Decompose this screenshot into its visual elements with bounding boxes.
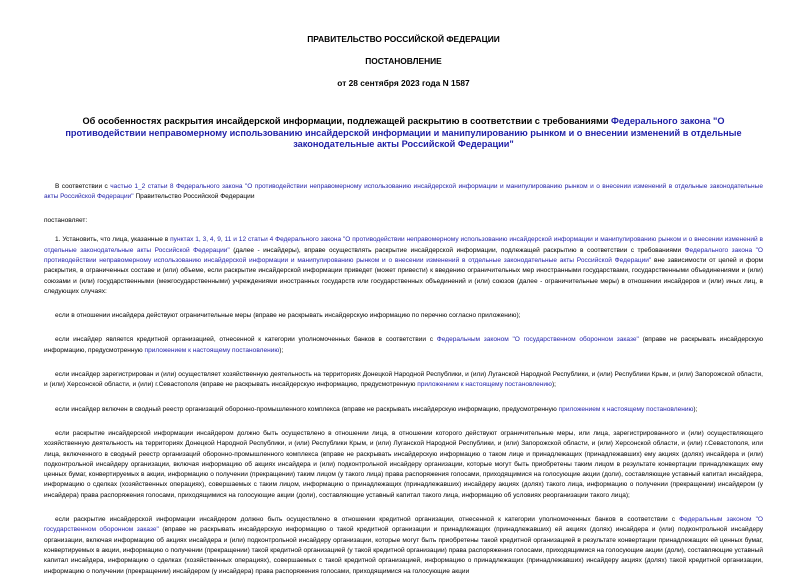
item1-text-3: вне зависимости от целей и форм раскрытия, в ограниченных составе и (или) объеме, если раскрытие инсайдерской информации приведет (может привести) к введению ограничительных мер иностранными государствами, государственными объединениями и (или) союзами и (или) государственными (межгосударственными) учреждениями иностранных государств или государственных объединений и (или) союзов (далее - ограничительные меры) в отношении инсайдеров и (или) иных лиц, в следующих случаях: xyxy=(44,256,764,295)
item1-text-2: (далее - инсайдеры), вправе осуществлять раскрытие инсайдерской информации, подлежащей раскрытию в соответствии с требованиями xyxy=(229,246,685,254)
case-4-paragraph xyxy=(44,405,763,415)
case2-law-link[interactable]: Федеральным законом "О государственном оборонном заказе" xyxy=(436,336,639,344)
case2-text-2: (вправе не раскрывать инсайдерскую информацию, предусмотренную xyxy=(44,336,764,354)
government-heading: ПРАВИТЕЛЬСТВО РОССИЙСКОЙ ФЕДЕРАЦИИ xyxy=(307,34,500,44)
case2-text-1: если инсайдер является кредитной организацией, отнесенной к категории уполномоченных банков в соответствии с xyxy=(55,336,437,344)
item-1-paragraph xyxy=(44,235,763,297)
document-type: ПОСТАНОВЛЕНИЕ xyxy=(365,56,442,66)
item1-law-link-1[interactable]: пунктах 1, 3, 4, 9, 11 и 12 статьи 4 Федерального закона "О противодействии неправомерному использованию инсайдерской информации и манипулированию рынком и о внесении изменений в отдельные законодательные акты Российской Федерации" xyxy=(44,236,764,254)
case2-text-3: ); xyxy=(279,346,284,354)
preamble-paragraph xyxy=(44,182,763,203)
case3-text-1: если инсайдер зарегистрирован и (или) осуществляет хозяйственную деятельность на территориях Донецкой Народной Республики, и (или) Луганской Народной Республики, и (или) Республики Крым, и (или) Запорожской области, и (или) Херсонской области, и (или) г.Севастополя (вправе не раскрывать инсайдерскую информацию, предусмотренную xyxy=(44,371,763,389)
item1-text-1: 1. Установить, что лица, указанные в xyxy=(55,236,171,244)
case3-appendix-link[interactable]: приложением к настоящему постановлению xyxy=(417,381,552,389)
case4-appendix-link[interactable]: приложением к настоящему постановлению xyxy=(558,405,694,413)
case2-appendix-link[interactable]: приложением к настоящему постановлению xyxy=(144,346,280,354)
document-title xyxy=(50,116,757,151)
decree-word: постановляет: xyxy=(44,217,88,225)
title-law-link[interactable]: Федерального закона "О противодействии неправомерному использованию инсайдерской информации и манипулированию рынком и о внесении изменений в отдельные законодательные акты Российской Федерации" xyxy=(65,116,742,149)
case4-text-2: ); xyxy=(693,405,698,413)
case4-text-1: если инсайдер включен в сводный реестр организаций оборонно-промышленного комплекса (вправе не раскрывать инсайдерскую информацию, предусмотренную xyxy=(55,405,559,413)
case-3-paragraph xyxy=(44,370,763,391)
case6-law-link[interactable]: Федеральным законом "О государственном оборонном заказе" xyxy=(44,516,763,534)
title-text: Об особенностях раскрытия инсайдерской информации, подлежащей раскрытию в соответствии с требованиями xyxy=(82,116,612,126)
case-2-paragraph xyxy=(44,335,763,356)
case-1-paragraph: если в отношении инсайдера действуют ограничительные меры (вправе не раскрывать инсайдерскую информацию по перечню согласно приложению); xyxy=(55,312,521,320)
preamble-text-1: В соответствии с xyxy=(55,182,111,190)
case6-text-2: (вправе не раскрывать инсайдерскую информацию о такой кредитной организации и принадлежащих (принадлежавших) ей акциях (долях) инсайдера и (или) подконтрольной инсайдеру организации, включая информацию об акциях инсайдера и (или) подконтрольной инсайдеру организации, которые могут быть приобретены такой кредитной организацией в результате конвертации принадлежащих ей ценных бумаг, конвертируемых в акции, информацию о получении (прекращении) такой кредитной организацией (у такой кредитной организации) права распоряжения голосами, приходящимися на голосующие акции (доли), составляющие уставный капитал инсайдера, информацию о сделках (хозяйственных операциях), совершаемых с такой кредитной организацией, информацию о принадлежащих (принадлежавших) инсайдеру акциях (долях) такой кредитной организации, информацию о получении (прекращении) инсайдером (у инсайдера) права распоряжения голосами, приходящимися на голосующие акции xyxy=(44,526,763,575)
case-6-paragraph xyxy=(44,515,763,577)
item1-law-link-2[interactable]: Федерального закона "О противодействии неправомерному использованию инсайдерской информации и манипулированию рынком и о внесении изменений в отдельные законодательные акты Российской Федерации" xyxy=(44,246,763,264)
preamble-law-link[interactable]: частью 1_2 статьи 8 Федерального закона "О противодействии неправомерному использованию инсайдерской информации и манипулированию рынком и о внесении изменений в отдельные законодательные акты Российской Федерации" xyxy=(44,182,763,200)
document-date-number: от 28 сентября 2023 года N 1587 xyxy=(337,78,470,88)
preamble-text-2: Правительство Российской Федерации xyxy=(133,192,255,200)
case3-text-2: ); xyxy=(551,381,556,389)
case-5-paragraph: если раскрытие инсайдерской информации инсайдером должно быть осуществлено в отношении лица, в отношении которого действуют ограничительные меры, или лица, зарегистрированного и (или) осуществляющего хозяйственную деятельность на территориях Донецкой Народной Республики, и (или) Республики Крым, и (или) Луганской Народной Республики, и (или) Запорожской области, и (или) Херсонской области, и (или) г.Севастополя, или лица, включенного в сводный реестр организаций оборонно-промышленного комплекса (вправе не раскрывать инсайдерскую информацию о таком лице и принадлежащих (принадлежавших) ему акциях (долях) инсайдера и (или) подконтрольной инсайдеру организации, включая информацию об акциях инсайдера и (или) подконтрольной инсайдеру организации, которые могут быть приобретены таким лицом в результате конвертации принадлежащих ему ценных бумаг, конвертируемых в акции, информацию о получении (прекращении) таким лицом (у такого лица) права распоряжения голосами, приходящимися на голосующие акции (доли), составляющие уставный капитал инсайдера, информацию о сделках (хозяйственных операциях), совершаемых с таким лицом, информацию о принадлежащих (принадлежавших) инсайдеру акциях (долях) такого лица, информацию о получении (прекращении) инсайдером (у инсайдера) права распоряжения голосами, приходящимися на голосующие акции (доли), составляющие уставный капитал такого лица, информацию об условиях реорганизации такого лица); xyxy=(44,429,763,499)
case6-text-1: если раскрытие инсайдерской информации инсайдером должно быть осуществлено в отношении кредитной организации, отнесенной к категории уполномоченных банков в соответствии с xyxy=(55,516,680,524)
